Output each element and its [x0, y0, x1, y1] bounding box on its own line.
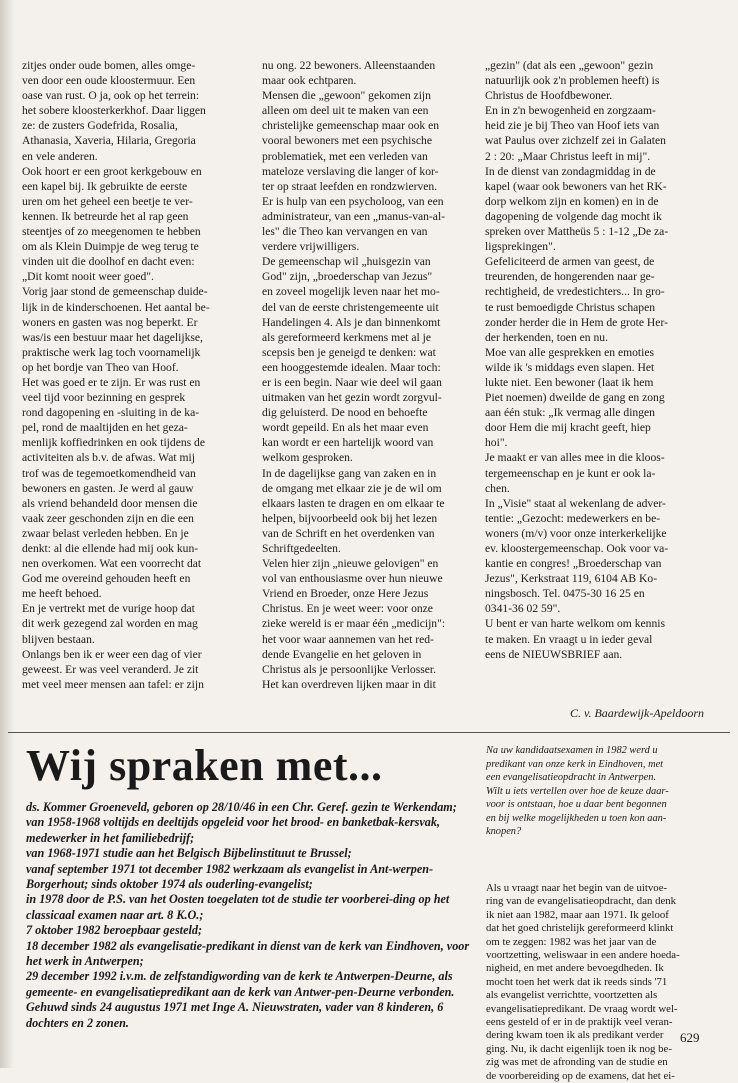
article-column-1	[22, 58, 244, 692]
bio-line: 29 december 1992 i.v.m. de zelfstandigwording van de kerk te Antwerpen-Deurne, als gemeente- en evangelisatiepredikant aan de kerk van Antwer-pen-Deurne verbonden.	[26, 969, 455, 999]
bio-line: 7 oktober 1982 beroepbaar gesteld;	[26, 923, 203, 938]
bio-line: van 1958-1968 voltijds en deeltijds opgeleid voor het brood- en banketbak-kersvak, medewerker in het familiebedrijf;	[26, 815, 440, 845]
question-text: Na uw kandidaatsexamen in 1982 werd u predikant van onze kerk in Eindhoven, met een evangelisatieopdracht in Antwerpen. Wilt u iets vertellen over hoe de keuze daar- voor is ontstaan, hoe u daar bent begonnen en bij welke mogelijkheden u toen kon aan- knopen?	[486, 745, 669, 837]
bio-line: vanaf september 1971 tot december 1982 werkzaam als evangelist in Ant-werpen-Borgerhout; sinds oktober 1974 als ouderling-evangelist;	[26, 861, 434, 892]
binding-shadow	[0, 0, 14, 1068]
interview-headline: Wij spraken met...	[26, 741, 383, 790]
bio-line: ds. Kommer Groeneveld, geboren op 28/10/46 in een Chr. Geref. gezin te Werkendam;	[26, 800, 457, 814]
bio-line: van 1968-1971 studie aan het Belgisch Bijbelinstituut te Brussel;	[26, 846, 352, 861]
bio-line: Gehuwd sinds 24 augustus 1971 met Inge A. Nieuwstraten, vader van 8 kinderen, 6 dochters en 2 zonen.	[26, 1000, 444, 1030]
page-number: 629	[680, 1030, 700, 1045]
article-text: „gezin" (dat als een „gewoon" gezin natuurlijk ook z'n problemen heeft) is Christus de Hoofdbewoner. En in z'n bewogenheid en zorgzaam- heid zie je bij Theo van Hoof iets van wat Paulus over zichzelf zei in Galaten 2 : 20: „Maar Christus leeft in mij". In de dienst van zondagmiddag in de kapel (waar ook bewoners van het RK- dorp welkom zijn en komen) en in de dagopening de volgende dag mocht ik spreken over Mattheüs 5 : 1-12 „De za- ligsprekingen". Gefeliciteerd de armen van geest, de treurenden, de hongerenden naar ge- rechtigheid, de vredestichters... In gro- te rust bemoedigde Christus schapen zonder herder die in Hem de grote Her- der herkenden, toen en nu. Moe van alle gesprekken en emoties wilde ik 's middags even slapen. Het lukte niet. Een bewoner (laat ik hem Piet noemen) dweilde de gang en zong aan één stuk: „Ik vermag alle dingen door Hem die mij kracht geeft, hiep hoi". Je maakt er van alles mee in die kloos- tergemeenschap en je kunt er ook la- chen. In „Visie" staat al wekenlang de adver- tentie: „Gezocht: medewerkers en be- woners (m/v) voor onze interkerkelijke ev. kloostergemeenschap. Ook voor va- kantie en congres! „Broederschap van Jezus", Kerkstraat 119, 6104 AB Ko- ningsbosch. Tel. 0475-30 16 25 en 0341-36 02 59". U bent er van harte welkom om kennis te maken. En vraagt u in ieder geval eens de NIEUWSBRIEF aan.	[485, 59, 669, 661]
bio-line: 18 december 1982 als evangelisatie-predikant in dienst van de kerk van Eindhoven, voor het werk in Antwerpen;	[26, 938, 470, 969]
interview-answer	[486, 882, 712, 1083]
article-column-2	[262, 58, 484, 692]
interview-bio	[26, 800, 478, 1031]
interview-question	[486, 744, 712, 839]
bio-line: in 1978 door de P.S. van het Oosten toegelaten tot de studie ter voorberei-ding op het classicaal examen naar art. 8 K.O.;	[26, 892, 450, 922]
article-text: zitjes onder oude bomen, alles omge- ven door een oude kloostermuur. Een oase van rust. O ja, ook op het terrein: het sobere kloosterkerkhof. Daar liggen ze: de zusters Godefrida, Rosalia, Athanasia, Xaveria, Hilaria, Gregoria en vele anderen. Ook hoort er een groot kerkgebouw en een kapel bij. Ik gebruikte de eerste uren om het geheel een beetje te ver- kennen. Ik betreurde het al rap geen steentjes of zo meegenomen te hebben om als Klein Duimpje de weg terug te vinden uit die doolhof en dacht even: „Dit komt nooit weer goed". Vorig jaar stond de gemeenschap duide- lijk in de kinderschoenen. Het aantal be- woners en gasten was nog beperkt. Er was/is een bestuur maar het dagelijkse, praktische werk lag toch voornamelijk op het bordje van Theo van Hoof. Het was goed er te zijn. Er was rust en veel tijd voor bezinning en gesprek rond dagopening en -sluiting in de ka- pel, rond de maaltijden en het geza- menlijk koffiedrinken en ook tijdens de activiteiten als b.v. de afwas. Wat mij trof was de tegemoetkomendheid van bewoners en gasten. Je werd al gauw als vriend behandeld door mensen die vaak zeer geschonden zijn en die een zwaar belast verleden hebben. En je denkt: al die ellende had mij ook kun- nen overkomen. Wat een voorrecht dat God me overeind gehouden heeft en me heeft behoed. En je vertrekt met de vurige hoop dat dit werk gezegend zal worden en mag blijven bestaan. Onlangs ben ik er weer een dag of vier geweest. Er was veel veranderd. Je zit met veel meer mensen aan tafel: er zijn	[22, 59, 210, 691]
article-column-3	[485, 58, 720, 662]
article-text: nu ong. 22 bewoners. Alleenstaanden maar ook echtparen. Mensen die „gewoon" gekomen zijn alleen om deel uit te maken van een christelijke gemeenschap maar ook en vooral bewoners met een psychische problematiek, met een verleden van mateloze verslaving die langer of kor- ter op straat leefden en rondzwierven. Er is hulp van een psycholoog, van een administrateur, van een „manus-van-al- les" die Theo kan vervangen en van verdere vrijwilligers. De gemeenschap wil „huisgezin van God" zijn, „broederschap van Jezus" en zoveel mogelijk leven naar het mo- del van de eerste christengemeente uit Handelingen 4. Als je dan binnenkomt als gereformeerd kerkmens met al je scepsis ben je geneigd te denken: wat een hooggestemde idealen. Maar toch: er is een begin. Naar wie deel wil gaan uitmaken van het gezin wordt zorgvul- dig geluisterd. De nood en behoefte wordt gepeild. En als het maar even kan wordt er een hartelijk woord van welkom gesproken. In de dagelijkse gang van zaken en in de omgang met elkaar zie je de wil om elkaars lasten te dragen en om elkaar te helpen, bijvoorbeeld ook bij het lezen van de Schrift en het overdenken van Schriftgedeelten. Velen hier zijn „nieuwe gelovigen" en vol van enthousiasme over hun nieuwe Vriend en Broeder, onze Here Jezus Christus. En je weet weer: voor onze zieke wereld is er maar één „medicijn": het voor waar aannemen van het red- dende Evangelie en het geloven in Christus als je persoonlijke Verlosser. Het kan overdreven lijken maar in dit	[262, 59, 446, 691]
article-signature: C. v. Baardewijk-Apeldoorn	[570, 706, 704, 720]
section-divider	[8, 732, 730, 733]
answer-text: Als u vraagt naar het begin van de uitvoe- ring van de evangelisatieopdracht, dan denk ik niet aan 1982, maar aan 1971. Ik geloof dat het goed christelijk gereformeerd klinkt om te zeggen: 1982 was het jaar van de voortzetting, weliswaar in een andere hoeda- nigheid, en met andere bevoegdheden. Ik mocht toen het werk dat ik reeds sinds '71 als evangelist verrichtte, voortzetten als evangelisatiepredikant. De vraag wordt wel- eens gesteld of er in de praktijk veel veran- dering kwam toen ik als predikant verder ging. Nu, ik dacht eigenlijk toen ik nog be- zig was met de afronding van de studie en de voorbereiding op de examens, dat het ei-	[486, 882, 680, 1082]
